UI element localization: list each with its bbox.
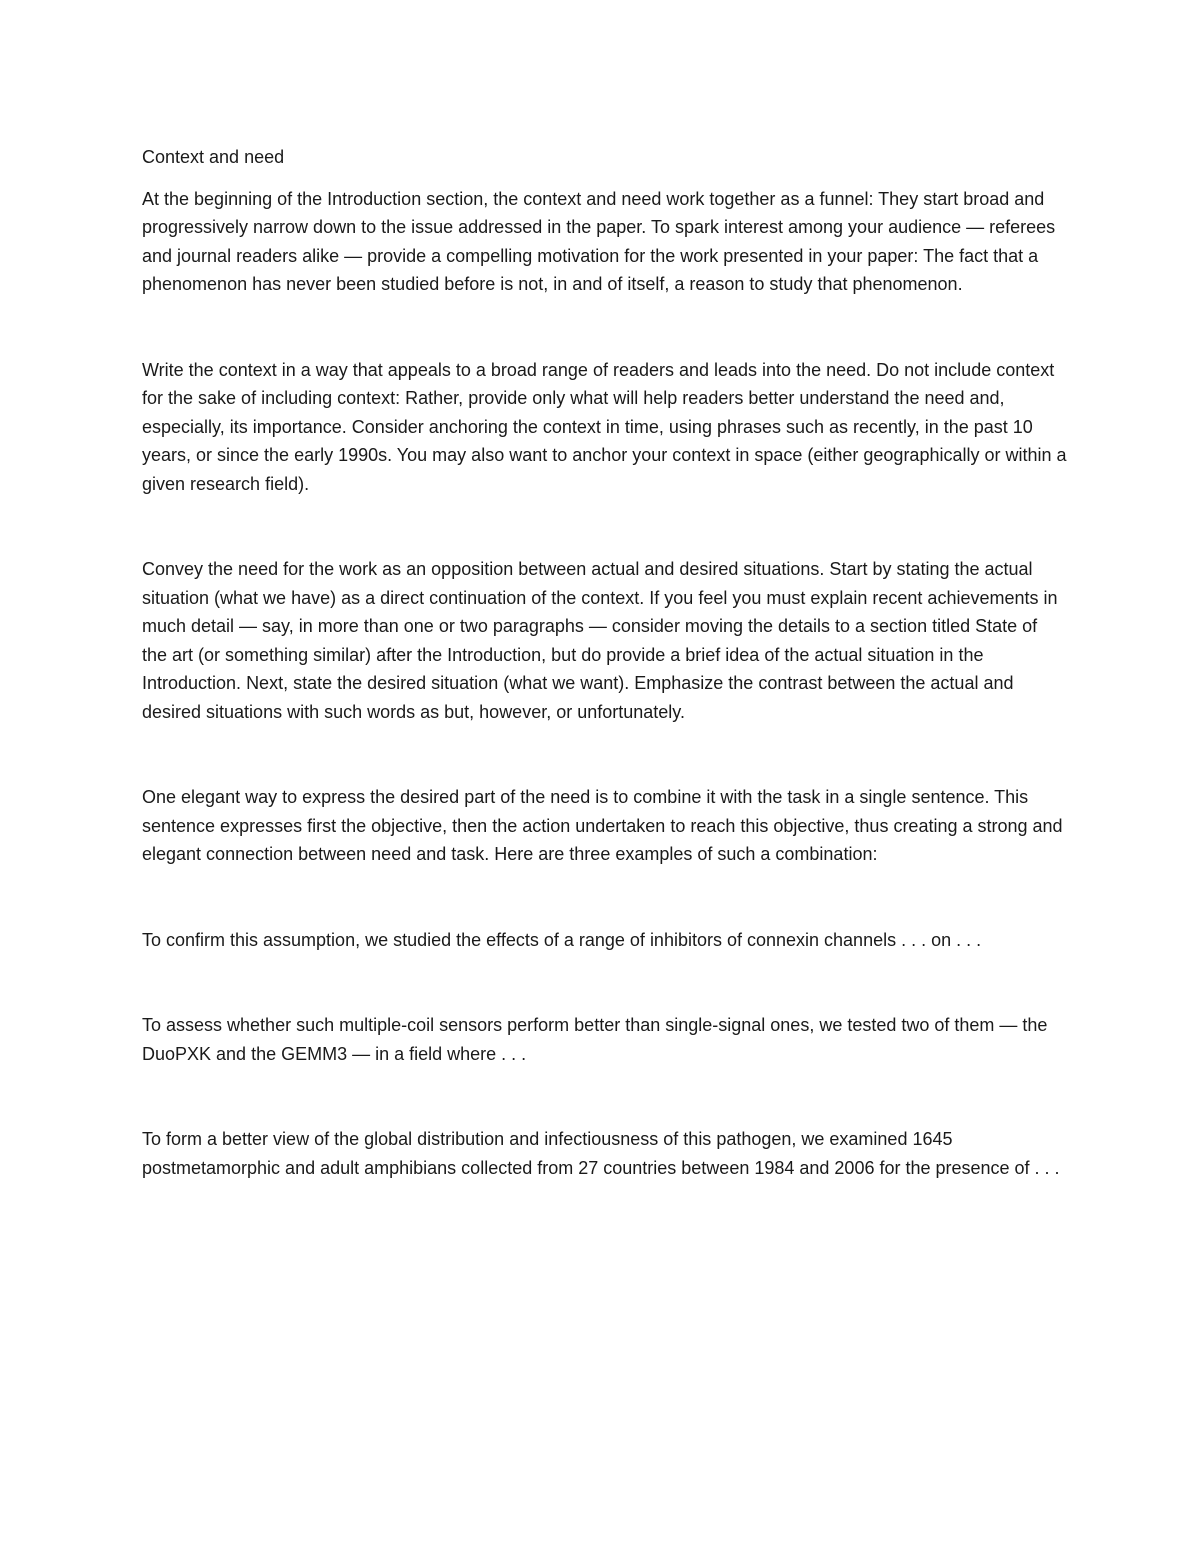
paragraph-funnel: At the beginning of the Introduction section, the context and need work together as a funnel: They start broad and progressively narrow down to the issue addressed in the paper. To spark interest among your audience — referees and journal readers alike — provide a compelling motivation for the work presented in your paper: The fact that a phenomenon has never been studied before is not, in and of itself, a reason to study that phenomenon.	[142, 188, 1056, 294]
example-sentence-2: To assess whether such multiple-coil sensors perform better than single-signal ones, we tested two of them — the DuoPXK and the GEMM3 — in a field where . . .	[142, 1015, 1048, 1064]
paragraph-need: Convey the need for the work as an opposition between actual and desired situations. Start by stating the actual situation (what we have) as a direct continuation of the context. If you feel you must explain recent achievements in much detail — say, in more than one or two paragraphs — consider moving the details to a section titled State of the art (or something similar) after the Introduction, but do provide a brief idea of the actual situation in the Introduction. Next, state the desired situation (what we want). Emphasize the contrast between the actual and desired situations with such words as but, however, or unfortunately.	[142, 559, 1058, 722]
example-sentence-1: To confirm this assumption, we studied the effects of a range of inhibitors of connexin channels . . . on . . .	[142, 929, 982, 950]
example-sentence-3: To form a better view of the global distribution and infectiousness of this pathogen, we examined 1645 postmetamorphic and adult amphibians collected from 27 countries between 1984 and 2006 for the presence of . . .	[142, 1129, 1060, 1178]
paragraph-context: Write the context in a way that appeals to a broad range of readers and leads into the need. Do not include context for the sake of including context: Rather, provide only what will help readers better understand the need and, especially, its importance. Consider anchoring the context in time, using phrases such as recently, in the past 10 years, or since the early 1990s. You may also want to anchor your context in space (either geographically or within a given research field).	[142, 359, 1067, 494]
paragraph-combination: One elegant way to express the desired part of the need is to combine it with the task in a single sentence. This sentence expresses first the objective, then the action undertaken to reach this objective, thus creating a strong and elegant connection between need and task. Here are three examples of such a combination:	[142, 787, 1063, 864]
document-body	[142, 143, 1067, 1239]
section-heading: Context and need	[142, 147, 285, 167]
